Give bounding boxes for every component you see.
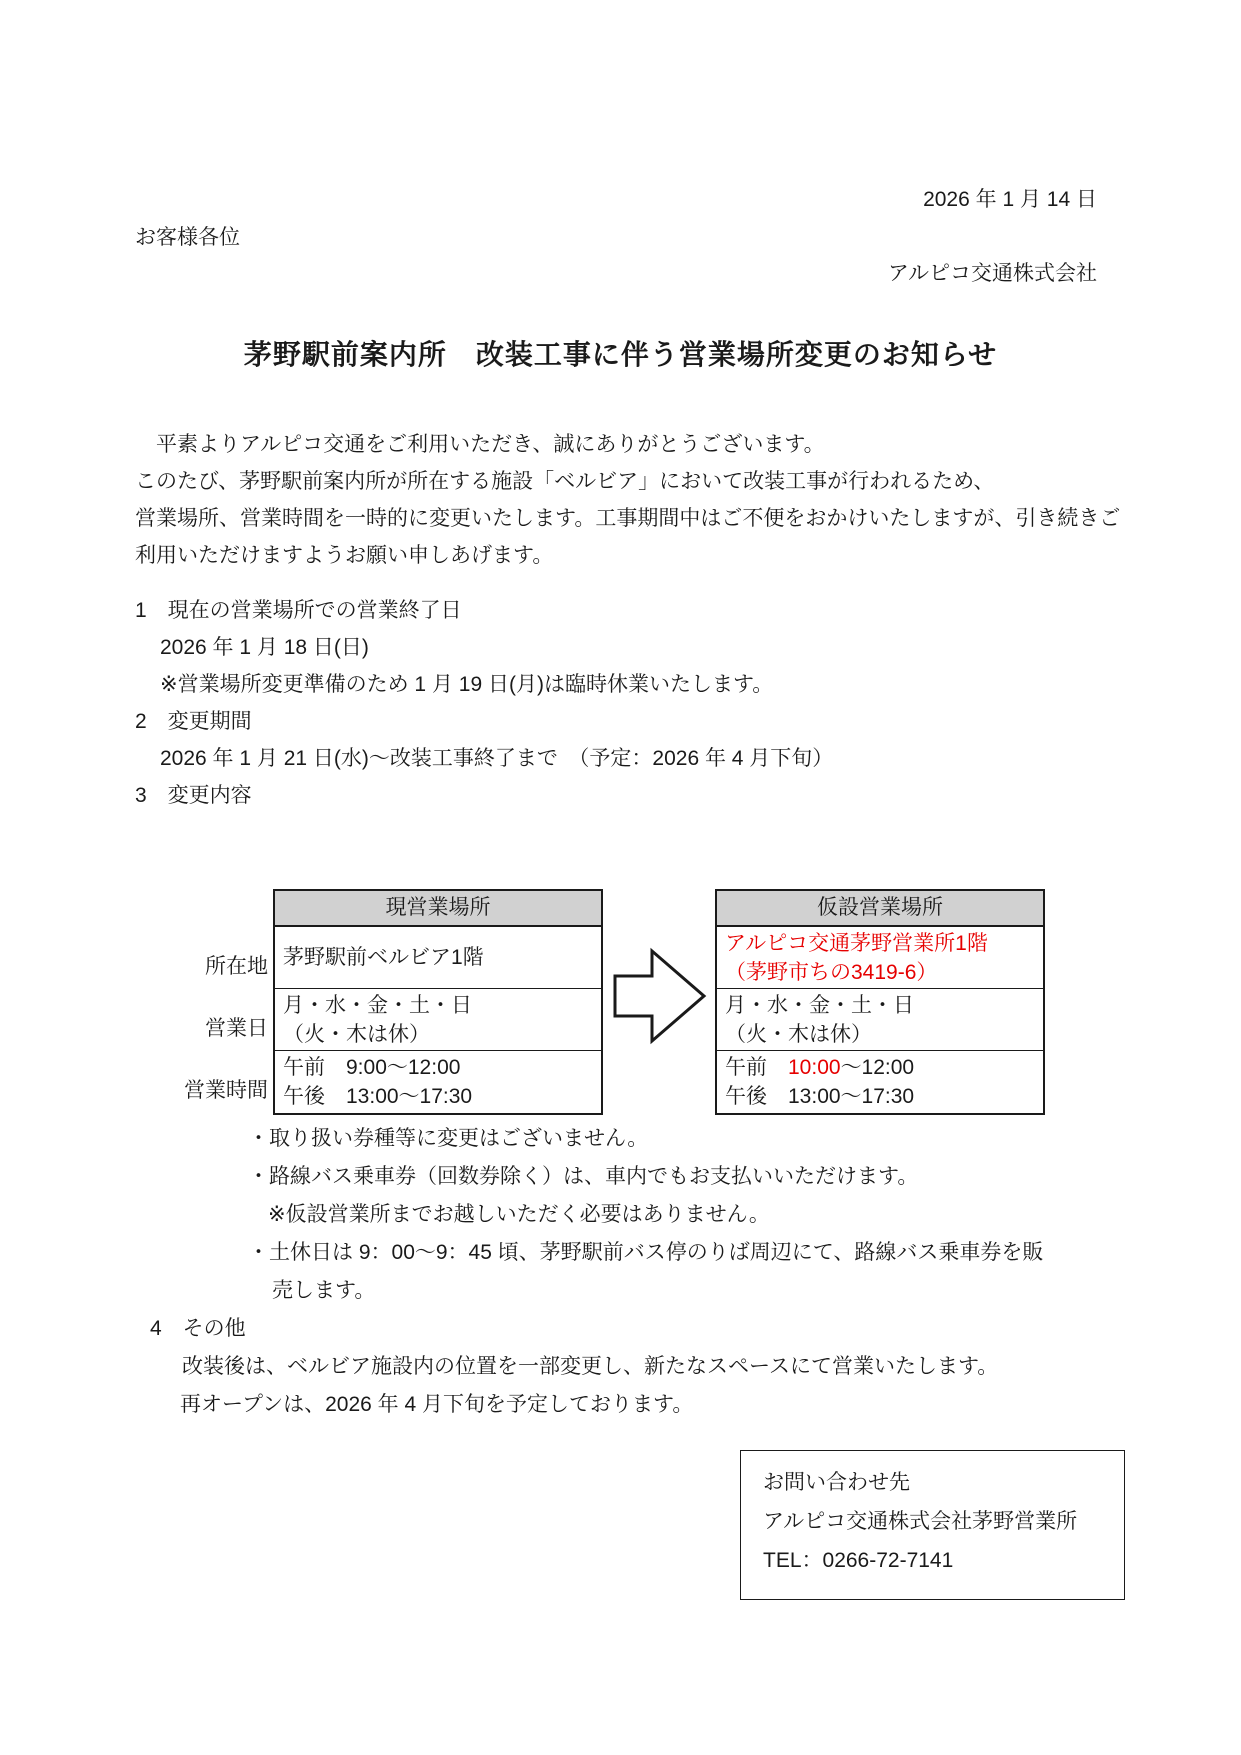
note-pay-on-bus: ・路線バス乗車券（回数券除く）は、車内でもお支払いいただけます。 xyxy=(248,1165,919,1188)
note-weekend-sales-line2: 売します。 xyxy=(272,1279,376,1302)
section-2-heading: 2 変更期間 xyxy=(135,710,252,733)
current-hours-am: 午前 9:00～12:00 xyxy=(283,1056,461,1079)
section-1-note: ※営業場所変更準備のため 1 月 19 日(月)は臨時休業いたします。 xyxy=(160,673,774,696)
row-label-days: 営業日 xyxy=(205,1017,268,1040)
right-arrow-icon xyxy=(612,944,708,1048)
note-tickets-unchanged: ・取り扱い券種等に変更はございません。 xyxy=(248,1127,649,1150)
temporary-table-header: 仮設営業場所 xyxy=(717,891,1043,927)
row-label-location: 所在地 xyxy=(205,955,268,978)
temporary-location-table xyxy=(715,889,1045,1115)
document-date: 2026 年 1 月 14 日 xyxy=(923,188,1097,211)
section-1-date: 2026 年 1 月 18 日(日) xyxy=(160,636,369,659)
note-no-visit-needed: ※仮設営業所までお越しいただく必要はありません。 xyxy=(268,1203,770,1226)
temporary-location-cell xyxy=(717,927,1043,989)
temporary-hours-am xyxy=(725,1053,1035,1082)
row-label-hours: 営業時間 xyxy=(184,1079,268,1102)
temporary-hours-am-changed-time: 10:00 xyxy=(788,1056,841,1079)
section-1-heading: 1 現在の営業場所での営業終了日 xyxy=(135,599,462,622)
section-4-line2: 再オープンは、2026 年 4 月下旬を予定しております。 xyxy=(180,1393,694,1416)
recipient-line: お客様各位 xyxy=(135,226,240,249)
temporary-hours-pm: 午後 13:00～17:30 xyxy=(725,1085,915,1108)
contact-organization: アルピコ交通株式会社茅野営業所 xyxy=(763,1510,1078,1533)
intro-line-3: 営業場所、営業時間を一時的に変更いたします。工事期間中はご不便をおかけいたしますが、引き続きご xyxy=(135,507,1121,530)
contact-box xyxy=(740,1450,1125,1600)
current-days-cell xyxy=(275,989,601,1051)
temporary-hours-cell xyxy=(717,1051,1043,1113)
temporary-location-line2: （茅野市ちの3419-6） xyxy=(725,960,938,984)
section-2-period: 2026 年 1 月 21 日(水)～改装工事終了まで （予定：2026 年 4 月下旬） xyxy=(160,747,834,770)
intro-paragraph xyxy=(135,426,1120,574)
temporary-hours-am-prefix: 午前 xyxy=(725,1056,788,1079)
intro-line-1: 平素よりアルピコ交通をご利用いただき、誠にありがとうございます。 xyxy=(135,433,825,456)
company-name: アルピコ交通株式会社 xyxy=(887,262,1097,285)
current-table-header: 現営業場所 xyxy=(275,891,601,927)
section-4-line1: 改装後は、ベルビア施設内の位置を一部変更し、新たなスペースにて営業いたします。 xyxy=(182,1355,999,1378)
temporary-hours-am-suffix: ～12:00 xyxy=(840,1056,915,1079)
intro-line-4: 利用いただけますようお願い申しあげます。 xyxy=(135,544,554,567)
current-location-table xyxy=(273,889,603,1115)
current-location-text: 茅野駅前ベルビア1階 xyxy=(283,946,484,969)
current-hours-pm: 午後 13:00～17:30 xyxy=(283,1085,473,1108)
section-4-heading: 4 その他 xyxy=(150,1317,246,1340)
page-title: 茅野駅前案内所 改装工事に伴う営業場所変更のお知らせ xyxy=(243,339,998,370)
temporary-days-cell xyxy=(717,989,1043,1051)
temporary-days-line2: （火・木は休） xyxy=(725,1022,872,1046)
contact-heading: お問い合わせ先 xyxy=(763,1471,910,1494)
contact-phone: TEL：0266-72-7141 xyxy=(763,1549,954,1572)
current-days-line1: 月・水・金・土・日 xyxy=(283,993,472,1017)
note-weekend-sales-line1: ・土休日は 9：00～9：45 頃、茅野駅前バス停のりば周辺にて、路線バス乗車券を販 xyxy=(248,1241,1044,1264)
current-hours-cell xyxy=(275,1051,601,1113)
temporary-days-line1: 月・水・金・土・日 xyxy=(725,993,914,1017)
section-3-heading: 3 変更内容 xyxy=(135,784,252,807)
intro-line-2: このたび、茅野駅前案内所が所在する施設「ベルビア」において改装工事が行われるため、 xyxy=(135,470,995,493)
current-location-cell xyxy=(275,927,601,989)
current-days-line2: （火・木は休） xyxy=(283,1022,430,1046)
temporary-location-line1: アルピコ交通茅野営業所1階 xyxy=(725,931,988,955)
